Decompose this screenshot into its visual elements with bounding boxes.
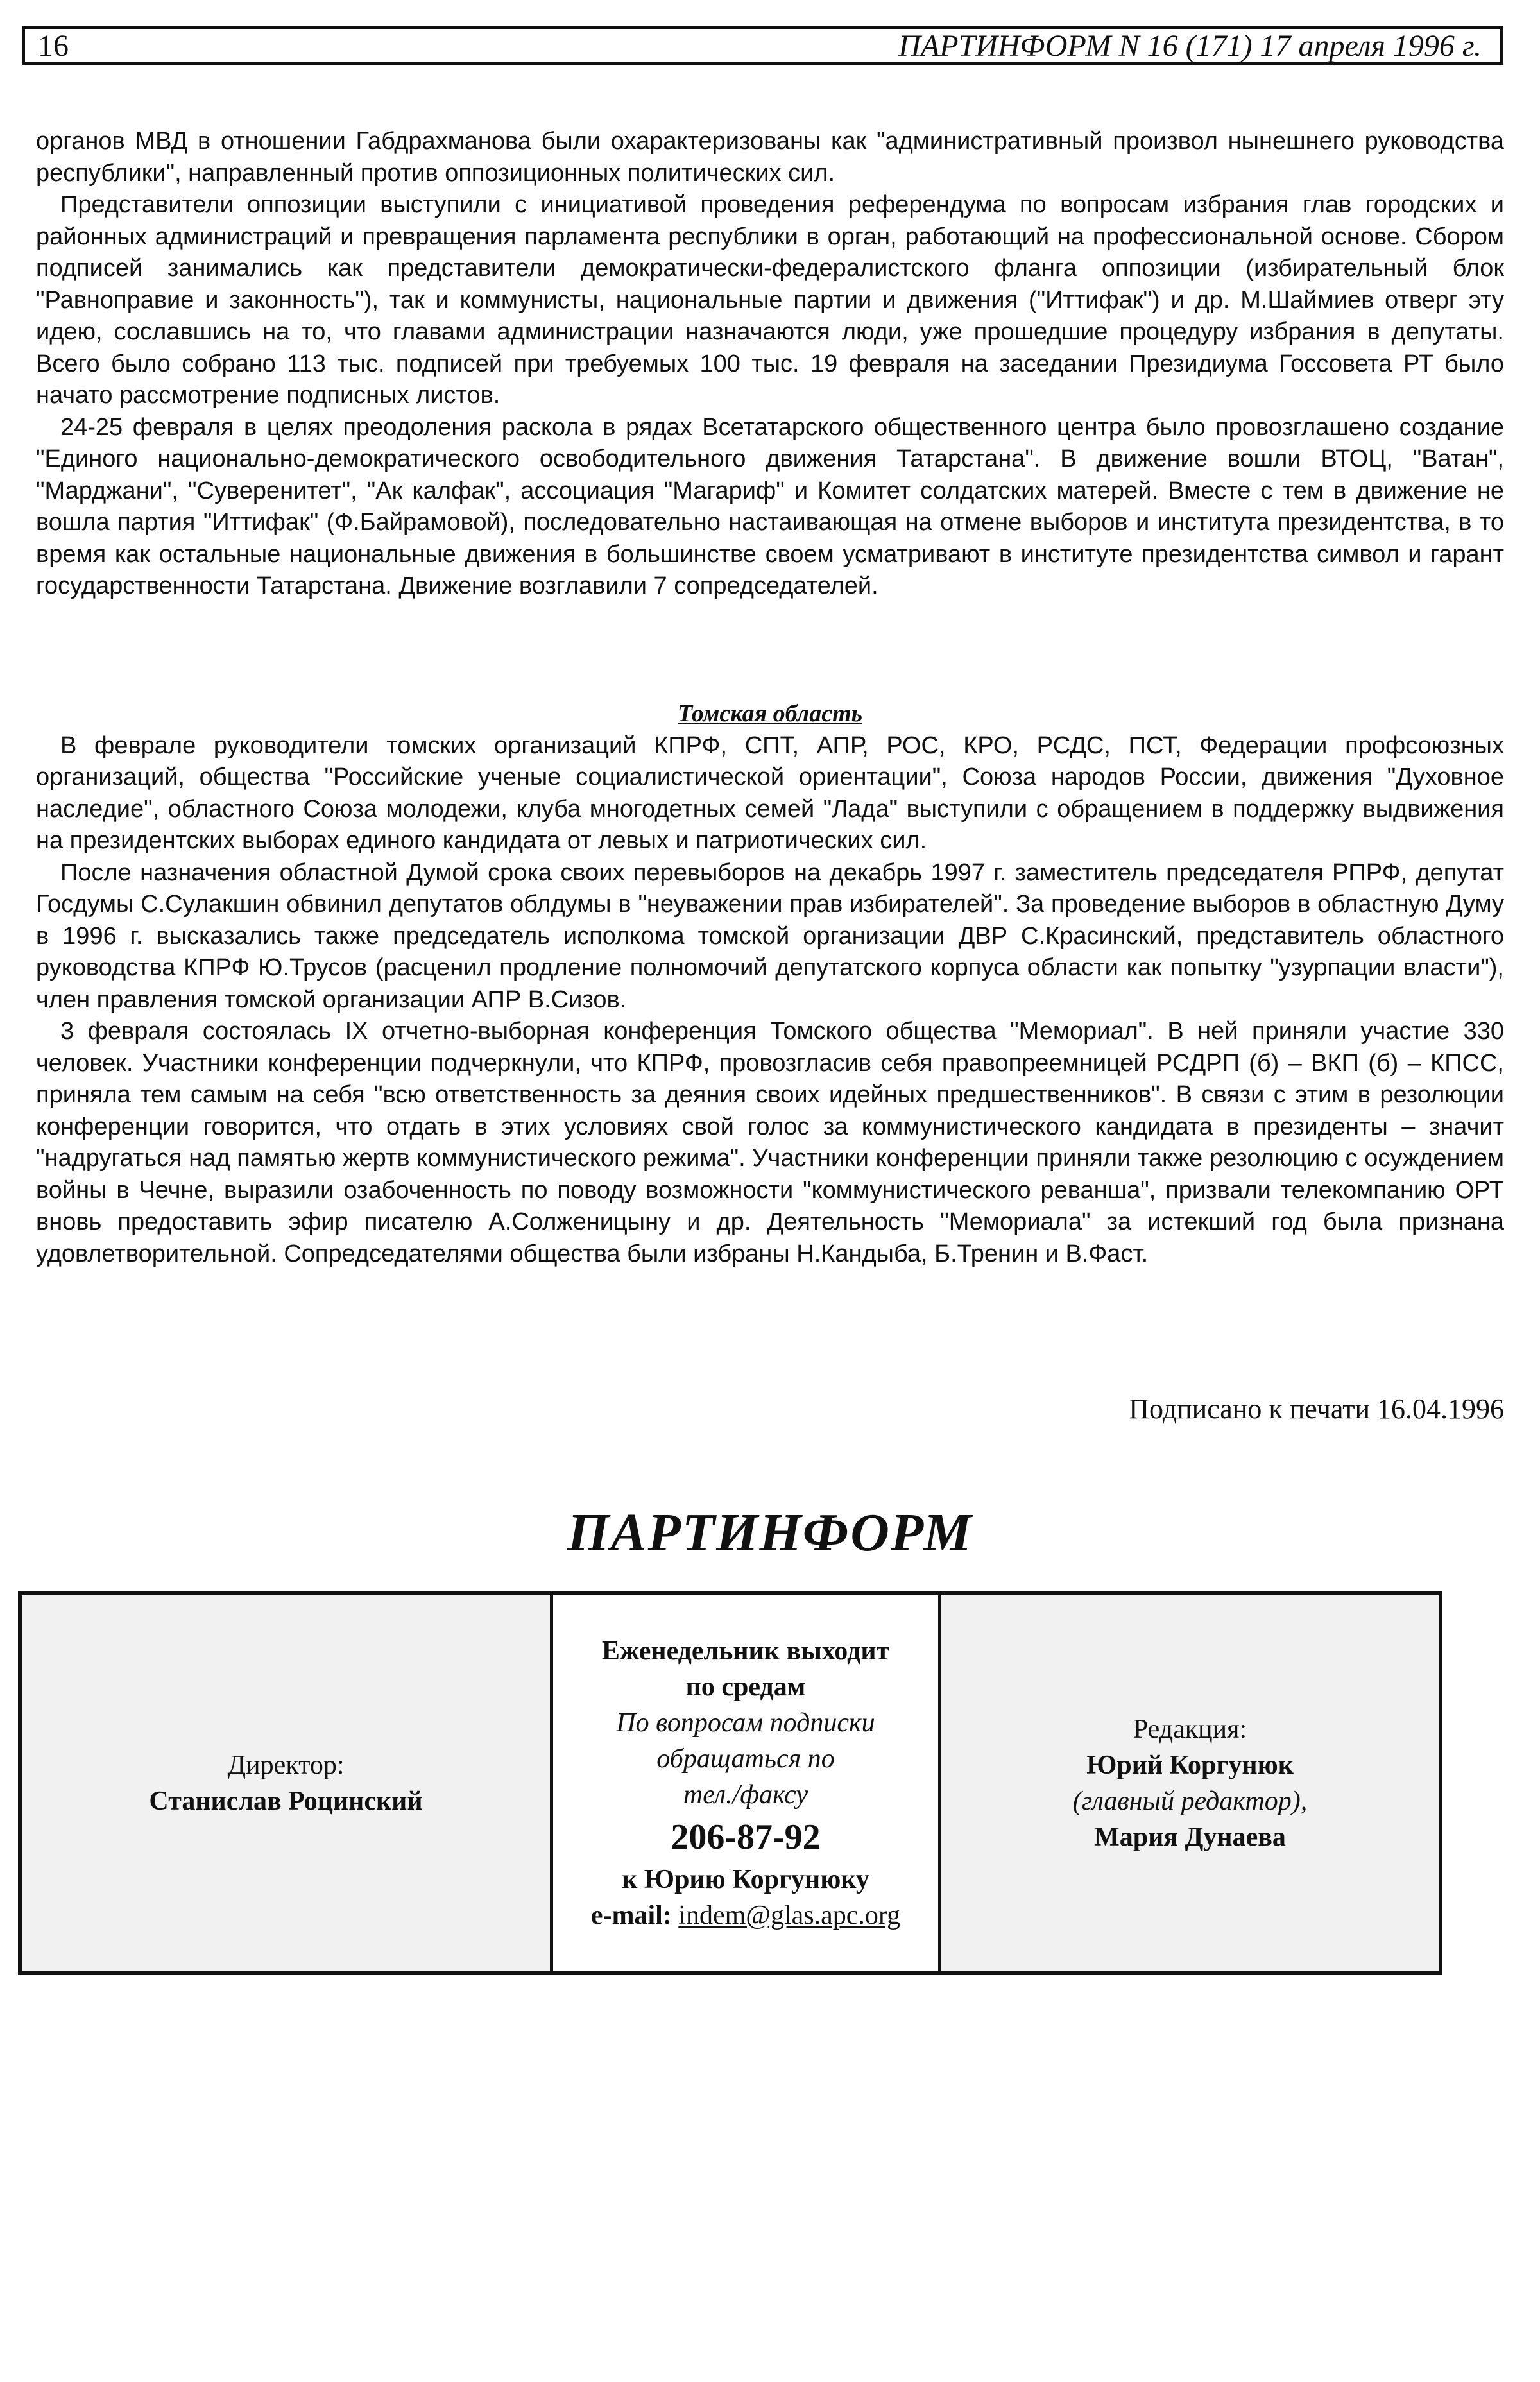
masthead-title: ПАРТИНФОРМ [567, 1503, 973, 1563]
subscription-line: обращаться по [656, 1744, 835, 1774]
email-row [591, 1898, 900, 1933]
director-label: Директор: [227, 1751, 345, 1780]
editorial-cell [941, 1595, 1439, 1971]
page-header [22, 26, 1503, 65]
contact-person: к Юрию Коргунюку [622, 1865, 869, 1894]
editorial-label: Редакция: [1133, 1715, 1247, 1744]
paragraph: Представители оппозиции выступили с инициативой проведения референдума по вопросам избрания глав городских и районных администраций и превращения парламента республики в орган, работающий на профессиональной основе. Сбором подписей занимались как представители демократически-федералистского фланга оппозиции (избирательный блок "Равноправие и законность"), так и коммунисты, национальные партии и движения ("Иттифак") и др. М.Шаймиев отверг эту идею, сославшись на то, что главами администрации назначаются люди, уже прошедшие процедуру избрания в депутаты. Всего было собрано 113 тыс. подписей при требуемых 100 тыс. 19 февраля на заседании Президиума Госсовета РТ было начато рассмотрение подписных листов. [36, 191, 1504, 409]
editor-name: Юрий Коргунюк [1086, 1751, 1294, 1780]
weekly-day: по средам [685, 1672, 806, 1702]
email-label: e-mail: [590, 1901, 672, 1930]
issue-line: ПАРТИНФОРМ N 16 (171) 17 апреля 1996 г. [898, 28, 1482, 63]
publication-cell [553, 1595, 941, 1971]
director-cell [22, 1595, 553, 1971]
paragraph: 24-25 февраля в целях преодоления раскола в рядах Всетатарского общественного центра было провозглашено создание "Единого национально-демократического освободительного движения Татарстана". В движение вошли ВТОЦ, "Ватан", "Марджани", "Суверенитет", "Ак калфак", ассоциация "Магариф" и Комитет солдатских матерей. Вместе с тем в движение не вошла партия "Иттифак" (Ф.Байрамовой), последовательно настаивающая на отмене выборов и института президентства, в то время как остальные национальные движения в большинстве своем усматривают в институте президентства символ и гарант государственности Татарстана. Движение возглавили 7 сопредседателей. [36, 413, 1504, 599]
subscription-line: тел./факсу [683, 1780, 809, 1810]
paragraph: 3 февраля состоялась IX отчетно-выборная конференция Томского общества "Мемориал". В ней приняли участие 330 человек. Участники конференции подчеркнули, что КПРФ, провозгласив себя правопреемницей РСДРП (б) – ВКП (б) – КПСС, приняла тем самым на себя "всю ответственность за деяния своих идейных предшественников". В связи с этим в резолюции конференции говорится, что отдать в этих условиях свой голос за коммунистического кандидата в президенты – значит "надругаться над памятью жертв коммунистического режима". Участники конференции приняли также резолюцию с осуждением войны в Чечне, выразили озабоченность по поводу возможности "коммунистического реванша", призвали телекомпанию ОРТ вновь предоставить эфир писателю А.Солженицыну и др. Деятельность "Мемориала" за истекший год была признана удовлетворительной. Сопредседателями общества были избраны Н.Кандыба, Б.Тренин и В.Фаст. [36, 1018, 1504, 1267]
article-tomsk [36, 698, 1504, 1270]
paragraph: В феврале руководители томских организаций КПРФ, СПТ, АПР, РОС, КРО, РСДС, ПСТ, Федерации профсоюзных организаций, общества "Российские ученые социалистической ориентации", Союза народов России, движения "Духовное наследие", областного Союза молодежи, клуба многодетных семей "Лада" выступили с обращением в поддержку выдвижения на президентских выборах единого кандидата от левых и патриотических сил. [36, 732, 1504, 854]
page-number: 16 [38, 28, 69, 63]
subscription-line: По вопросам подписки [616, 1708, 875, 1738]
section-title: Томская область [678, 700, 862, 727]
weekly-line: Еженедельник выходит [601, 1636, 890, 1666]
director-name: Станислав Роцинский [149, 1786, 423, 1816]
editor-name-2: Мария Дунаева [1094, 1822, 1286, 1852]
editor-role: (главный редактор), [1072, 1786, 1308, 1816]
article-tatarstan [36, 126, 1504, 603]
email-link[interactable]: indem@glas.apc.org [678, 1901, 901, 1930]
paragraph: После назначения областной Думой срока своих перевыборов на декабрь 1997 г. заместитель председателя РПРФ, депутат Госдумы С.Сулакшин обвинил депутатов облдумы в "неуважении прав избирателей". За проведение выборов в областную Думу в 1996 г. высказались также председатель исполкома томской организации ДВР С.Красинский, представитель областного руководства КПРФ Ю.Трусов (расценил продление полномочий депутатского корпуса области как попытку "узурпации власти"), член правления томской организации АПР В.Сизов. [36, 859, 1504, 1013]
imprint-box [18, 1591, 1442, 1975]
signed-for-print-line: Подписано к печати 16.04.1996 [1129, 1393, 1504, 1425]
phone-number: 206-87-92 [671, 1817, 821, 1857]
paragraph: органов МВД в отношении Габдрахманова были охарактеризованы как "административный произвол нынешнего руководства республики", направленный против оппозиционных политических сил. [36, 128, 1504, 187]
